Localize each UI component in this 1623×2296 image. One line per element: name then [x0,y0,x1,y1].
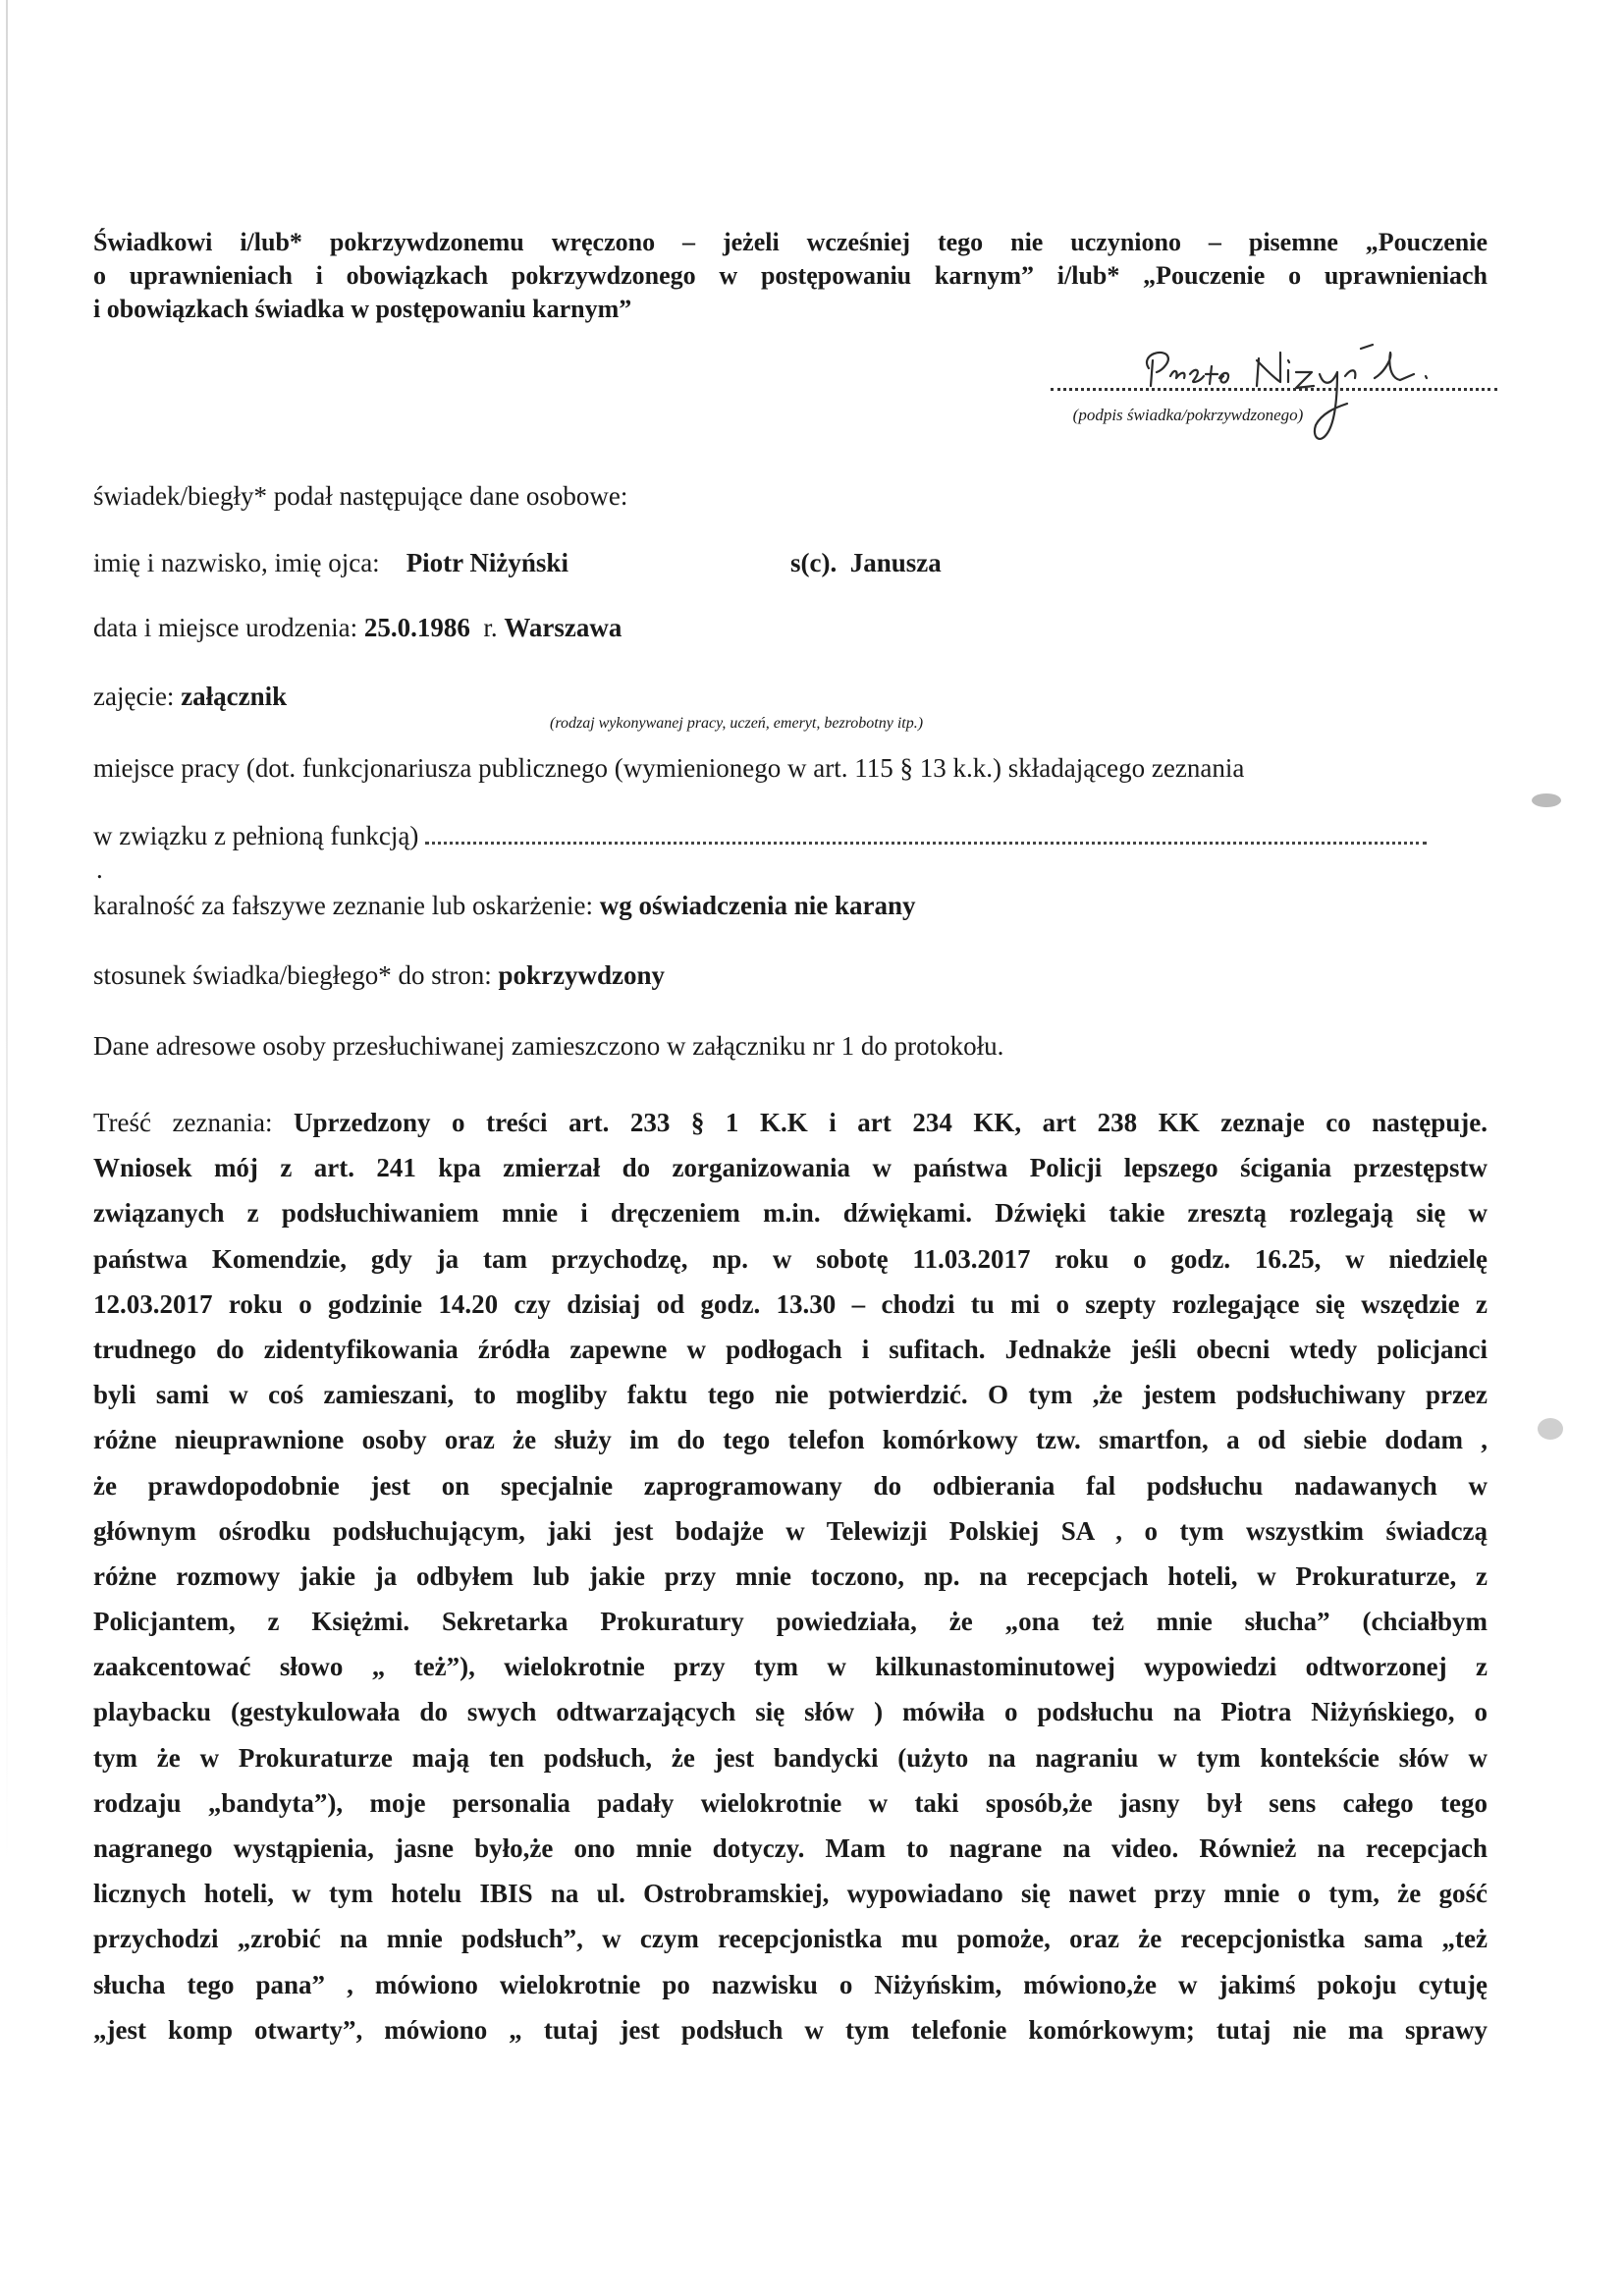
testimony-line: „jest komp otwarty”, mówiono „ tutaj jest podsłuch w tym telefonie komórkowym; tutaj nie ma sprawy [93,2014,1488,2045]
testimony-line: trudnego do zidentyfikowania źródła zapewne w podłogach i sufitach. Jednakże jeśli obecni wtedy policjanci [93,1334,1488,1364]
testimony-block [93,1100,1488,2052]
testimony-line: playbacku (gestykulowała do swych odtwarzających się słów ) mówiła o podsłuchu na Piotra Niżyńskiego, o [93,1697,1488,1727]
birth-date-value: 25.0.1986 [363,613,470,642]
personal-data-header: świadek/biegły* podał następujące dane osobowe: [93,481,628,511]
testimony-line: byli sami w coś zamieszani, to mogliby faktu tego nie potwierdzić. O tym ,że jestem podsłuchiwany przez [93,1380,1488,1410]
testimony-line: różne rozmowy jakie ja odbyłem lub jakie przy mnie toczono, np. na recepcjach hoteli, w Prokuraturze, z [93,1560,1488,1591]
handwritten-signature [1080,339,1453,457]
scan-edge-line [6,0,8,1866]
relation-field [93,960,665,991]
testimony-line: licznych hoteli, w tym hotelu IBIS na ul. Ostrobramskiej, wypowiadano się nawet przy mnie o tym, że gość [93,1879,1488,1909]
birth-label: data i miejsce urodzenia: [93,613,358,642]
testimony-label: Treść zeznania: [93,1108,273,1137]
punishment-value: wg oświadczenia nie karany [599,891,916,920]
father-name-value: Janusza [849,548,942,577]
occupation-caption: (rodzaj wykonywanej pracy, uczeń, emeryt, bezrobotny itp.) [550,715,924,732]
intro-line: Świadkowi i/lub* pokrzywdzonemu wręczono – jeżeli wcześniej tego nie uczyniono – pisemne „Pouczenie [93,228,1488,256]
testimony-line: słucha tego pana” , mówiono wielokrotnie po nazwisku o Niżyńskim, mówiono,że w jakimś pokoju cytuję [93,1969,1488,1999]
scan-speck [1538,1418,1563,1440]
relation-label: stosunek świadka/biegłego* do stron: [93,960,492,990]
testimony-line: zaakcentować słowo „ też”), wielokrotnie przy tym w kilkunastominutowej wypowiedzi odtworzonej z [93,1652,1488,1682]
workplace-line-2 [93,821,1488,851]
punishment-field [93,891,916,921]
testimony-line: rodzaju „bandyta”), moje personalia padały wielokrotnie w taki sposób,że jasny był sens całego tego [93,1787,1488,1818]
workplace-line-2-text: w związku z pełnioną funkcją) [93,821,419,850]
workplace-dotted-fill [425,842,1427,845]
relation-value: pokrzywdzony [498,960,665,990]
intro-line: o uprawnieniach i obowiązkach pokrzywdzonego w postępowaniu karnym” i/lub* „Pouczenie o uprawnieniach [93,261,1488,290]
intro-paragraph [93,226,1488,326]
occupation-value: załącznik [181,682,288,711]
testimony-line: przychodzi „zrobić na mnie podsłuch”, w czym recepcjonistka mu pomoże, oraz że recepcjonistka sama „też [93,1924,1488,1954]
testimony-line: głównym ośrodku podsłuchującym, jaki jest bodajże w Telewizji Polskiej SA , o tym wszystkim świadczą [93,1515,1488,1546]
birth-year-suffix: r. [483,613,498,642]
testimony-line: Policjantem, z Księżmi. Sekretarka Prokuratury powiedziała, że „ona też mnie słucha” (chciałbym [93,1607,1488,1637]
intro-line: i obowiązkach świadka w postępowaniu karnym” [93,295,632,323]
occupation-field [93,682,287,712]
signature-caption: (podpis świadka/pokrzywdzonego) [1072,406,1304,424]
stray-dot: . [96,854,103,884]
name-label: imię i nazwisko, imię ojca: [93,548,380,577]
father-name-field [790,548,942,578]
testimony-line: związanych z podsłuchiwaniem mnie i dręczeniem m.in. dźwiękami. Dźwięki takie zresztą rozlegają się w [93,1198,1488,1229]
testimony-line: Wniosek mój z art. 241 kpa zmierzał do zorganizowania w państwa Policji lepszego ścigania przestępstw [93,1153,1488,1183]
testimony-line: tym że w Prokuraturze mają ten podsłuch, że jest bandycki (użyto na nagraniu w tym kontekście słów w [93,1742,1488,1773]
signature-dotted-line [1051,388,1497,391]
testimony-line: nagranego wystąpienia, jasne było,że ono mnie dotyczy. Mam to nagrane na video. Również na recepcjach [93,1833,1488,1863]
testimony-line: państwa Komendzie, gdy ja tam przychodzę, np. w sobotę 11.03.2017 roku o godz. 16.25, w niedzielę [93,1243,1488,1274]
punishment-label: karalność za fałszywe zeznanie lub oskarżenie: [93,891,593,920]
name-field [93,548,568,578]
address-note: Dane adresowe osoby przesłuchiwanej zamieszczono w załączniku nr 1 do protokołu. [93,1031,1004,1061]
workplace-line-1: miejsce pracy (dot. funkcjonariusza publicznego (wymienionego w art. 115 § 13 k.k.) składającego zeznania [93,753,1245,783]
signature-area [1041,339,1502,466]
scan-speck [1532,793,1561,807]
testimony-line: 12.03.2017 roku o godzinie 14.20 czy dzisiaj od godz. 13.30 – chodzi tu mi o szepty rozlegające się wszędzie z [93,1288,1488,1319]
occupation-label: zajęcie: [93,682,175,711]
testimony-first-line [93,1100,1488,1145]
birth-place-value: Warszawa [504,613,622,642]
name-value: Piotr Niżyński [406,548,568,577]
father-prefix: s(c). [790,548,838,577]
birth-field [93,613,622,643]
testimony-first-line-text: Uprzedzony o treści art. 233 § 1 K.K i art 234 KK, art 238 KK zeznaje co następuje. [294,1108,1488,1137]
testimony-line: różne nieuprawnione osoby oraz że służy im do tego telefon komórkowy tzw. smartfon, a od siebie dodam , [93,1425,1488,1455]
testimony-line: że prawdopodobnie jest on specjalnie zaprogramowany do odbierania fal podsłuchu nadawanych w [93,1470,1488,1501]
